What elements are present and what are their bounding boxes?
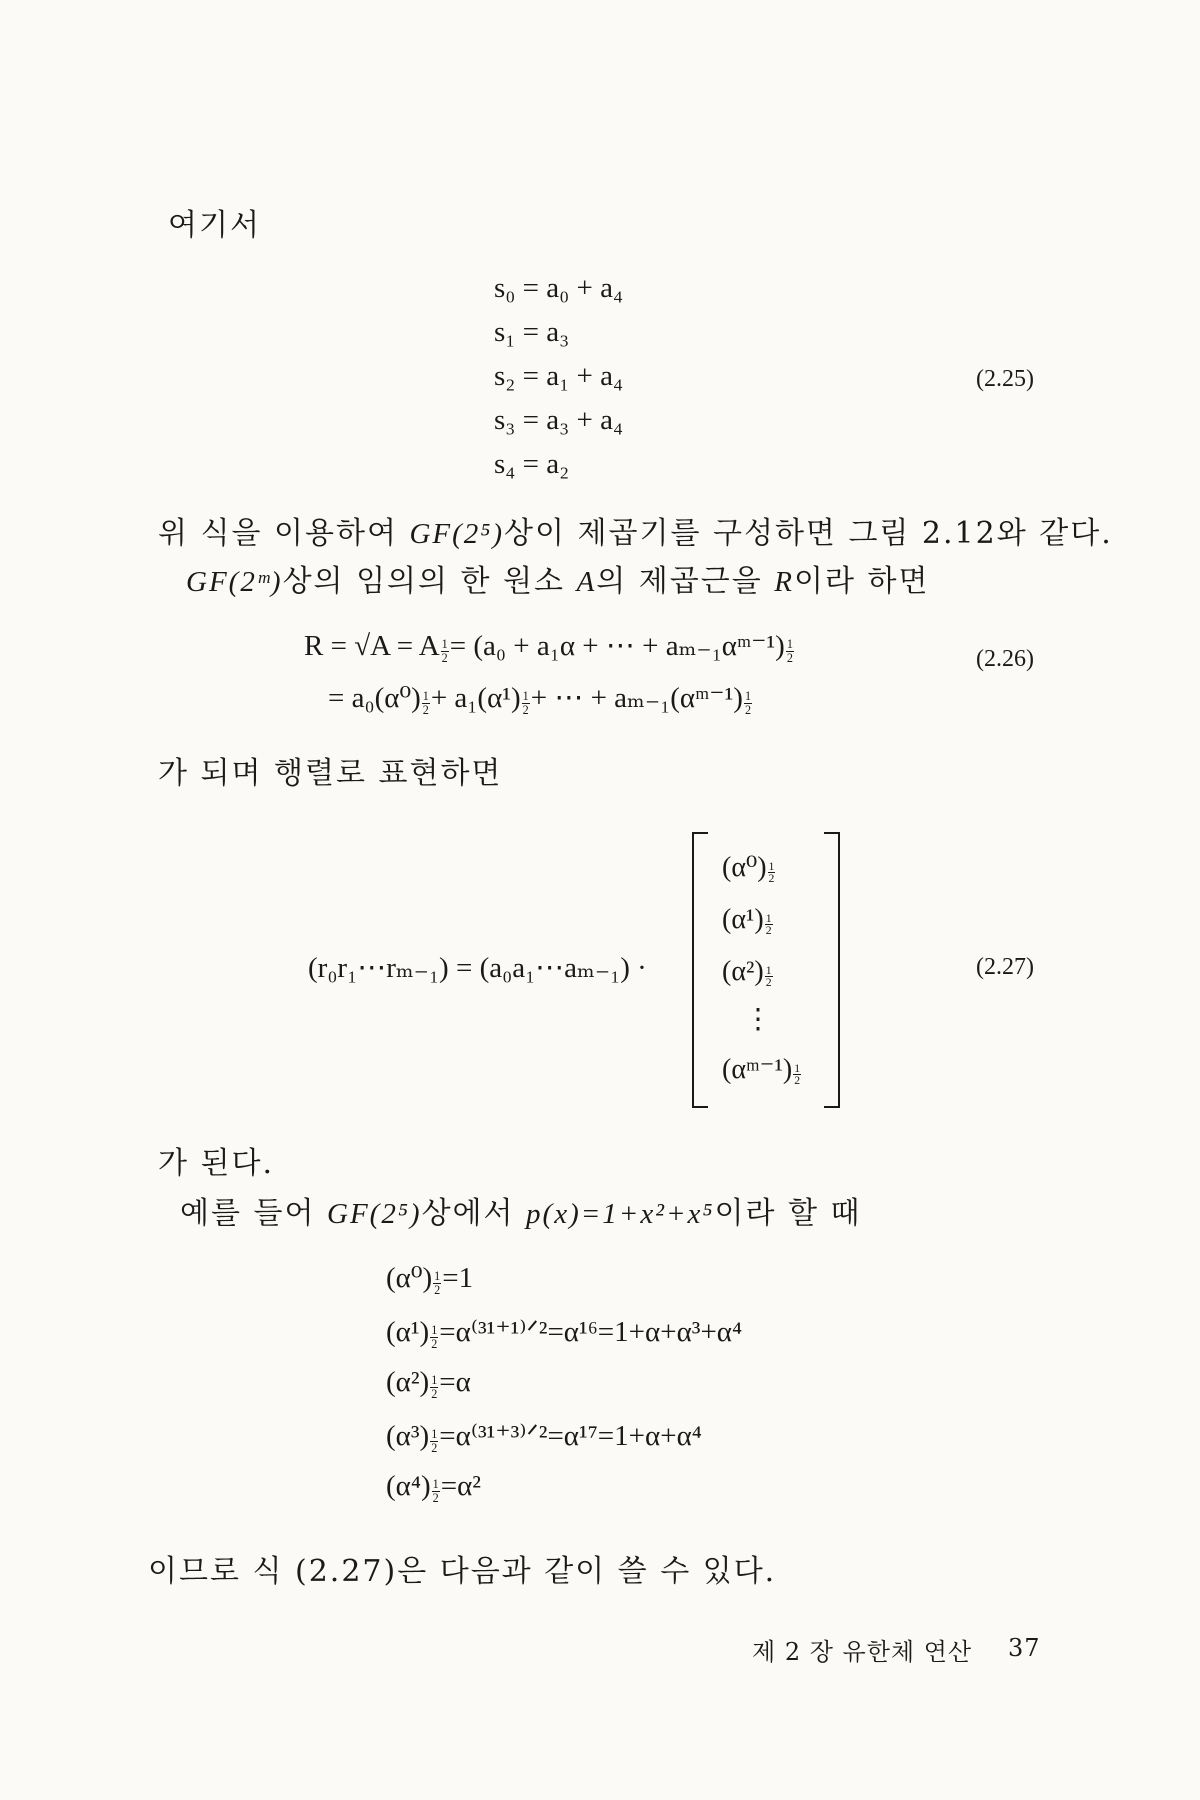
paragraph-becomes: 가 된다. [158,1146,275,1181]
matrix-cell-text: (α²) [722,956,764,987]
paragraph-text: 예를 들어 [180,1196,327,1231]
inline-gf-2-m: GF(2ᵐ) [186,566,283,598]
example-eq-3 [386,1366,471,1400]
matrix-cell [722,956,774,989]
half-num: 1 [768,859,775,873]
half-den: 2 [765,924,772,938]
matrix-left-bracket [692,832,708,1108]
paragraph-multiplier [158,508,1113,552]
half-num: 1 [432,1477,439,1492]
half-den: 2 [431,1386,438,1401]
half-exponent [430,1428,438,1453]
half-exponent [786,638,794,663]
eq-2-26-part: R = √A = A [304,630,440,662]
matrix-cell-text: (α⁰) [722,852,767,883]
half-num: 1 [765,911,772,925]
eq-2-25-line-2: s₁ = a₃ [494,316,570,348]
page-number: 37 [1008,1634,1041,1662]
paragraph-here: 여기서 [168,208,261,243]
eq-2-26-part: = a₀(α⁰) [328,682,421,714]
half-num: 1 [422,689,429,704]
half-exponent [422,690,430,715]
half-exponent [430,1374,438,1399]
paragraph-text: 상이 제곱기를 구성하면 그림 2.12와 같다. [504,516,1113,551]
inline-gf-2-5: GF(2⁵) [409,518,505,550]
eq-number-2-27: (2.27) [976,954,1034,980]
half-num: 1 [522,689,529,704]
matrix-cell-vdots: ⋮ [744,1004,772,1035]
footer-chapter: 제 2 장 유한체 연산 [752,1638,973,1666]
paragraph-matrix-intro: 가 되며 행렬로 표현하면 [158,756,503,791]
half-den: 2 [432,1490,439,1505]
half-exponent [744,690,752,715]
half-exponent [433,1270,441,1295]
example-eq-2 [386,1314,742,1350]
eq-2-26-part: + ⋯ + aₘ₋₁(αᵐ⁻¹) [530,682,743,714]
paragraph-text: 상에서 [421,1196,527,1231]
example-eq-5 [386,1470,481,1504]
half-exponent [765,965,773,990]
example-eq-pre: (α⁰) [386,1262,433,1294]
half-den: 2 [522,702,529,717]
half-den: 2 [794,1074,801,1088]
example-eq-pre: (α¹) [386,1316,430,1348]
example-eq-post: =1 [442,1262,474,1294]
example-eq-pre: (α⁴) [386,1470,431,1502]
paragraph-conclusion: 이므로 식 (2.27)은 다음과 같이 쓸 수 있다. [148,1554,777,1589]
example-eq-post: =α⁽³¹⁺³⁾ᐟ²=α¹⁷=1+α+α⁴ [439,1420,702,1452]
half-den: 2 [441,650,448,665]
inline-var-r: R [774,566,794,598]
half-den: 2 [768,872,775,886]
half-exponent [522,690,530,715]
example-eq-1 [386,1260,473,1296]
matrix-cell-text: (αᵐ⁻¹) [722,1054,793,1085]
paragraph-square-root [186,556,929,600]
half-num: 1 [431,1373,438,1388]
eq-2-25-line-3: s₂ = a₁ + a₄ [494,360,624,392]
paragraph-example [180,1188,861,1232]
half-num: 1 [441,637,448,652]
half-den: 2 [431,1440,438,1455]
eq-2-26-line-2 [328,680,753,716]
half-den: 2 [786,650,793,665]
matrix-cell-text: (α¹) [722,904,764,935]
half-den: 2 [431,1336,438,1351]
matrix-cell [722,850,776,885]
eq-number-2-26: (2.26) [976,646,1034,672]
half-exponent [768,861,776,886]
inline-var-a: A [576,566,597,598]
half-den: 2 [765,976,772,990]
half-num: 1 [431,1323,438,1338]
matrix-cell [722,904,774,937]
half-den: 2 [434,1282,441,1297]
half-num: 1 [765,963,772,977]
paragraph-text: 이라 하면 [793,564,930,599]
half-num: 1 [794,1061,801,1075]
eq-2-26-line-1 [304,628,795,664]
half-den: 2 [422,702,429,717]
example-eq-post: =α⁽³¹⁺¹⁾ᐟ²=α¹⁶=1+α+α³+α⁴ [439,1316,743,1348]
example-eq-pre: (α²) [386,1366,430,1398]
paragraph-text: 의 제곱근을 [596,564,775,599]
eq-2-25-line-4: s₃ = a₃ + a₄ [494,404,624,436]
half-exponent [441,638,449,663]
eq-2-26-part: + a₁(α¹) [430,682,521,714]
half-exponent [793,1063,801,1088]
eq-2-25-line-1: s₀ = a₀ + a₄ [494,272,624,304]
example-eq-pre: (α³) [386,1420,430,1452]
matrix-column [692,832,840,1104]
matrix-right-bracket [824,832,840,1108]
half-den: 2 [744,702,752,717]
eq-number-2-25: (2.25) [976,366,1034,392]
half-exponent [432,1478,440,1503]
inline-gf-2-5: GF(2⁵) [327,1198,422,1230]
matrix-cell [722,1052,802,1087]
half-num: 1 [786,637,793,652]
example-eq-4 [386,1418,702,1454]
eq-2-26-part: = (a₀ + a₁α + ⋯ + aₘ₋₁αᵐ⁻¹) [449,630,785,662]
half-exponent [765,913,773,938]
example-eq-post: =α [439,1366,471,1398]
half-num: 1 [434,1269,441,1284]
example-eq-post: =α² [440,1470,481,1502]
inline-polynomial: p(x)=1+x²+x⁵ [526,1198,715,1230]
paragraph-text: 위 식을 이용하여 [158,516,410,551]
half-num: 1 [431,1427,438,1442]
paragraph-text: 상의 임의의 한 원소 [282,564,577,599]
half-num: 1 [744,689,752,704]
eq-2-27-lhs: (r₀r₁⋯rₘ₋₁) = (a₀a₁⋯aₘ₋₁) · [308,952,647,984]
paragraph-text: 이라 할 때 [714,1196,862,1231]
eq-2-25-line-5: s₄ = a₂ [494,448,570,480]
half-exponent [430,1324,438,1349]
